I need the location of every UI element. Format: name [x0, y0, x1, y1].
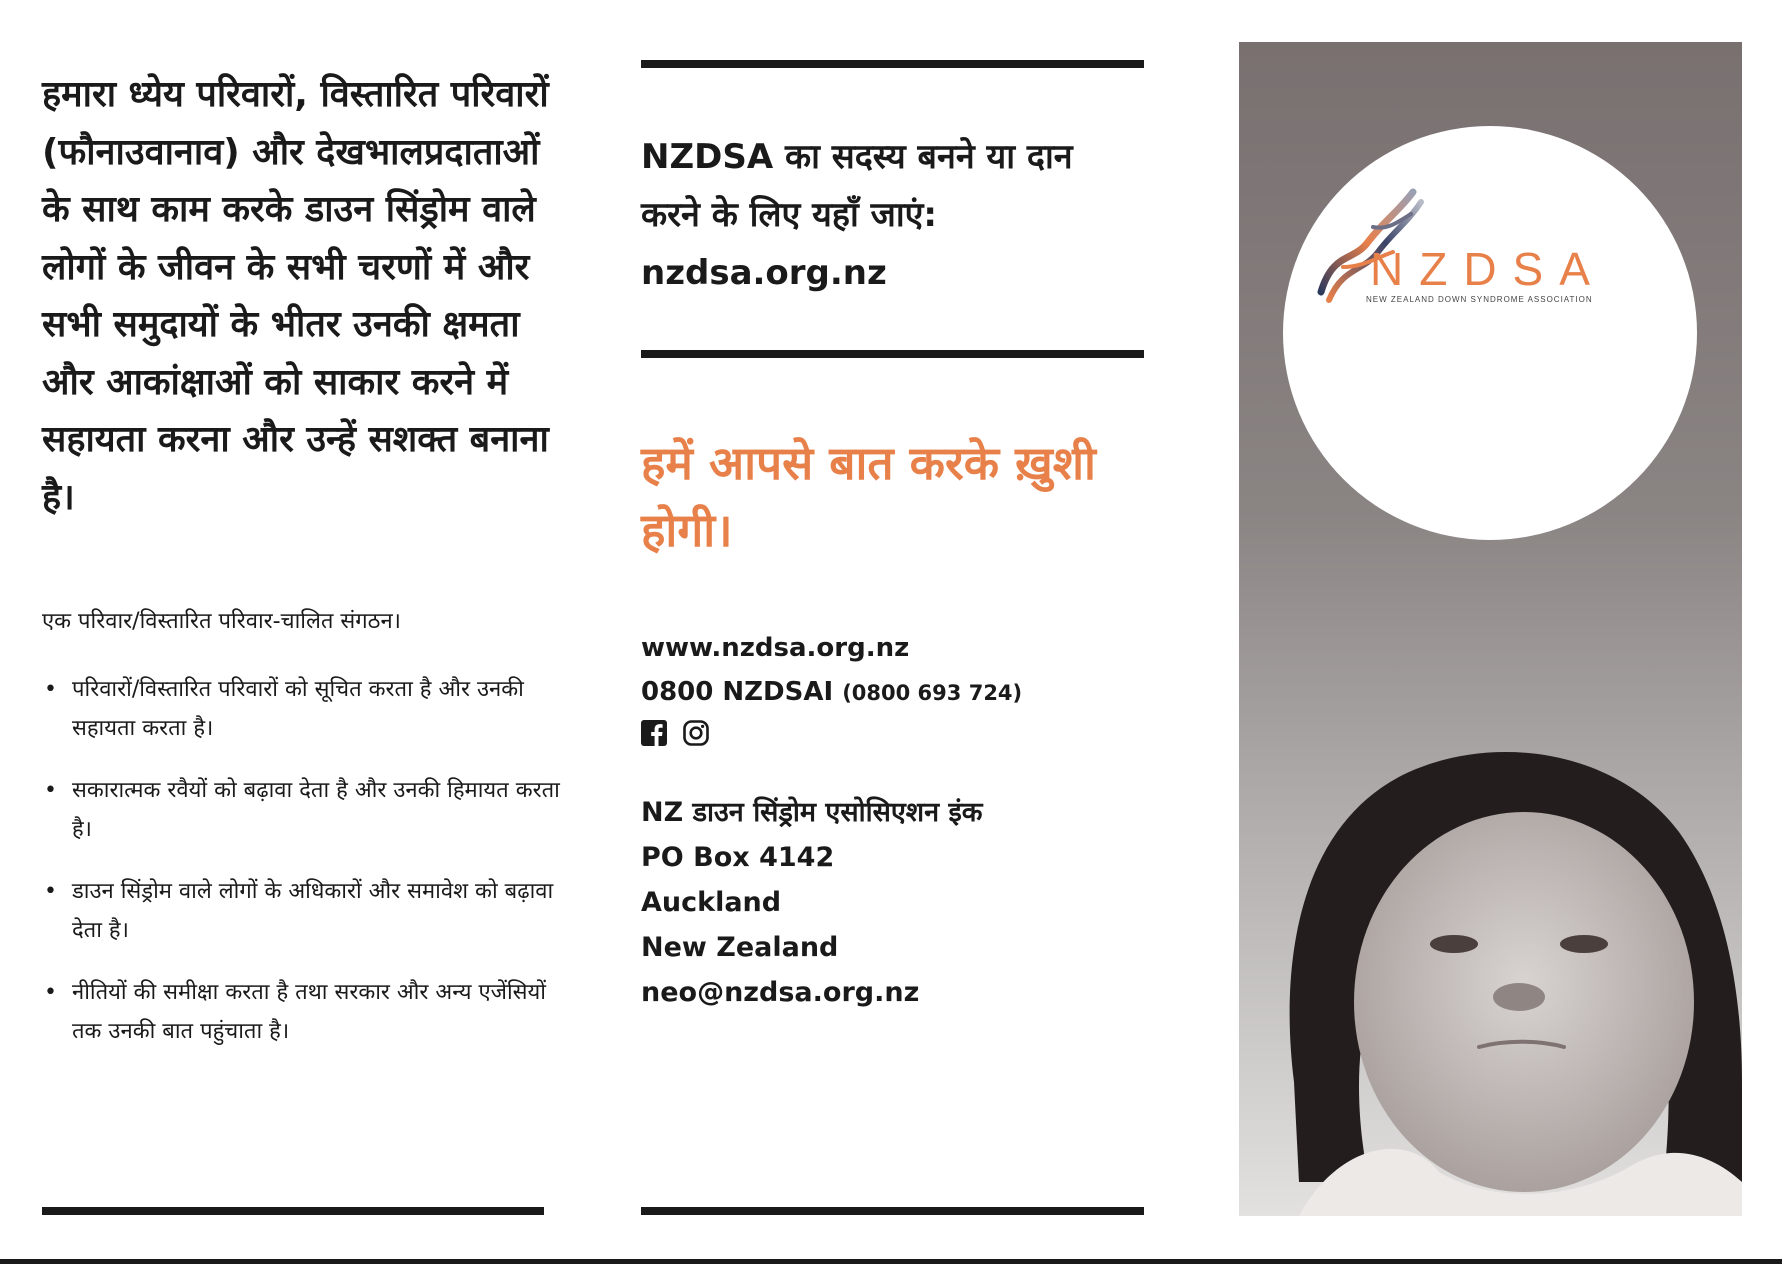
bullet-text: सकारात्मक रवैयों को बढ़ावा देता है और उनकी हिमायत करता है। — [72, 778, 560, 842]
bullet-list — [42, 670, 562, 1074]
child-photo — [1239, 662, 1742, 1216]
address-line: NZ डाउन सिंड्रोम एसोसिएशन इंक — [641, 797, 983, 828]
bullet-icon: • — [44, 778, 57, 803]
list-item — [42, 771, 562, 849]
bullet-icon: • — [44, 677, 57, 702]
phone-number[interactable] — [641, 672, 1201, 713]
facebook-icon[interactable] — [641, 720, 667, 746]
mission-statement: हमारा ध्येय परिवारों, विस्तारित परिवारों (फौनाउवानाव) और देखभालप्रदाताओं के साथ काम करके डाउन सिंड्रोम वाले लोगों के जीवन के सभी चरणों में और सभी समुदायों के भीतर उनकी क्षमता और आकांक्षाओं को साकार करने में सहायता करना और उन्हें सशक्त बनाना है। — [42, 74, 549, 518]
bullet-icon: • — [44, 980, 57, 1005]
email-link[interactable]: neo@nzdsa.org.nz — [641, 977, 920, 1008]
bullet-text: डाउन सिंड्रोम वाले लोगों के अधिकारों और समावेश को बढ़ावा देता है। — [72, 879, 554, 943]
join-donate-text: NZDSA का सदस्य बनने या दान करने के लिए यहाँ जाएं: nzdsa.org.nz — [641, 137, 1073, 293]
bullet-icon: • — [44, 879, 57, 904]
instagram-icon[interactable] — [683, 720, 709, 746]
website-link[interactable]: www.nzdsa.org.nz — [641, 633, 910, 663]
logo-wordmark: NZDSA — [1370, 243, 1606, 295]
bottom-rule-middle — [641, 1207, 1144, 1215]
photo-panel — [1239, 42, 1742, 1216]
address-line: Auckland — [641, 887, 782, 918]
list-item — [42, 973, 562, 1051]
logo-tagline: NEW ZEALAND DOWN SYNDROME ASSOCIATION — [1366, 295, 1593, 304]
page-bottom-border — [0, 1259, 1782, 1264]
happy-to-talk-heading: हमें आपसे बात करके ख़ुशी होगी। — [641, 436, 1096, 557]
bullet-text: परिवारों/विस्तारित परिवारों को सूचित करता है और उनकी सहायता करता है। — [72, 677, 524, 741]
list-item — [42, 872, 562, 950]
postal-address — [641, 790, 983, 1015]
bottom-rule-left — [42, 1207, 544, 1215]
top-rule-middle — [641, 60, 1144, 68]
address-line: New Zealand — [641, 932, 839, 963]
org-type-text: एक परिवार/विस्तारित परिवार-चालित संगठन। — [42, 609, 402, 634]
divider-rule-middle — [641, 350, 1144, 358]
bullet-text: नीतियों की समीक्षा करता है तथा सरकार और अन्य एजेंसियों तक उनकी बात पहुंचाता है। — [72, 980, 546, 1044]
phone-main: 0800 NZDSAI — [641, 677, 834, 707]
address-line: PO Box 4142 — [641, 842, 835, 873]
phone-digits: (0800 693 724) — [842, 681, 1023, 705]
list-item — [42, 670, 562, 748]
social-icons — [641, 720, 709, 746]
